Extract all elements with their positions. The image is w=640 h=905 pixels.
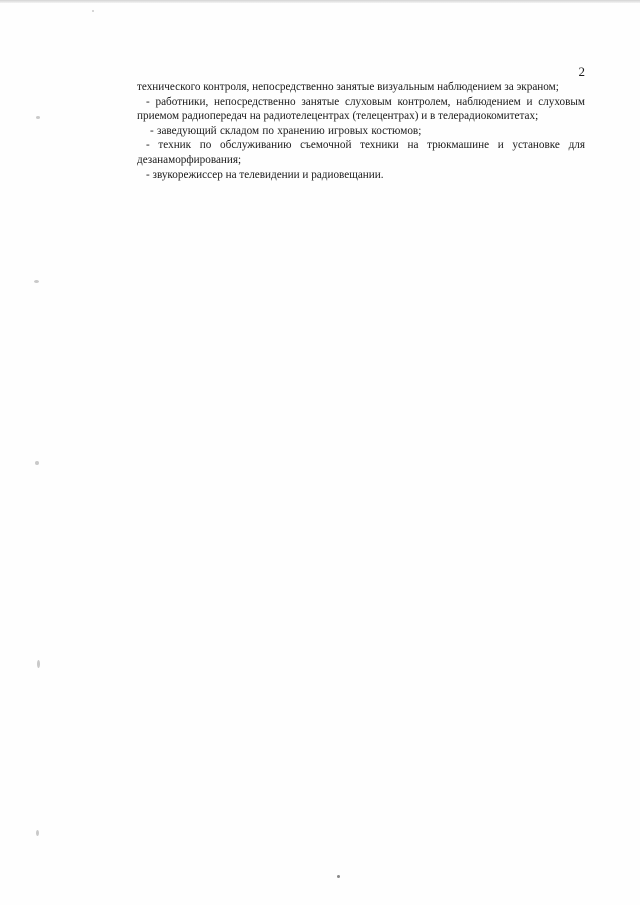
scan-top-edge [0,0,640,3]
scan-speck [92,10,94,12]
scan-speck [37,660,40,668]
paragraph-technical-control: технического контроля, непосредственно занятые визуальным наблюдением за экраном; [137,81,559,93]
scan-speck [35,461,39,465]
scan-speck [36,830,39,836]
page-number: 2 [578,64,585,79]
scan-speck [337,875,340,878]
list-item-filming-equipment-technician: - техник по обслуживанию съемочной техники на трюкмашине и установке для дезанаморфирования; [137,139,585,166]
list-item-hearing-control-workers: - работники, непосредственно занятые слуховым контролем, наблюдением и слуховым приемом радиопередач на радиотелецентрах (телецентрах) и в телерадиокомитетах; [137,95,585,123]
scan-speck [36,116,40,119]
scan-speck [34,280,39,283]
document-body [137,80,585,182]
list-item-costume-warehouse-manager: - заведующий складом по хранению игровых костюмов; [150,124,422,137]
list-item-sound-director: - звукорежиссер на телевидении и радиовещании. [146,168,384,181]
